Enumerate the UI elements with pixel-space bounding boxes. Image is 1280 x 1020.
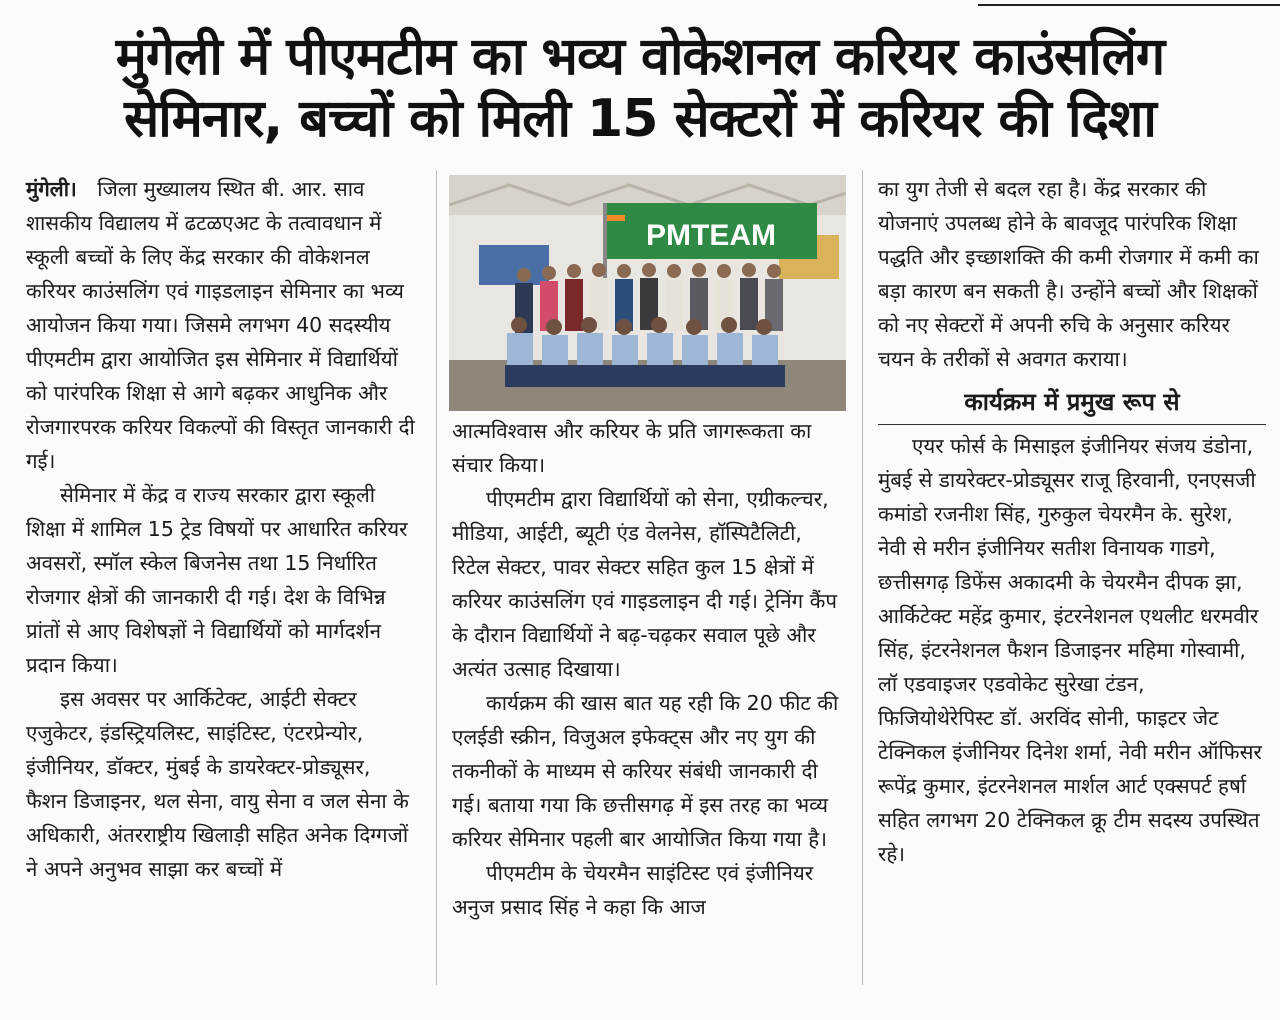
article-paragraph: का युग तेजी से बदल रहा है। केंद्र सरकार की योजनाएं उपलब्ध होने के बावजूद पारंपरिक शिक्षा पद्धति और इच्छाशक्ति की कमी रोजगार में कमी का बड़ा कारण बन सकती है। उन्होंने बच्चों और शिक्षकों को नए सेक्टरों में अपनी रुचि के अनुसार करियर चयन के तरीकों से अवगत कराया।	[878, 177, 1259, 371]
article-paragraph: सेमिनार में केंद्र व राज्य सरकार द्वारा स्कूली शिक्षा में शामिल 15 ट्रेड विषयों पर आधारित करियर अवसरों, स्मॉल स्केल बिजनेस तथा 15 निर्धारित रोजगार क्षेत्रों की जानकारी दी गई। देश के विभिन्न प्रांतों से आए विशेषज्ञों ने विद्यार्थियों को मार्गदर्शन प्रदान किया।	[26, 483, 408, 677]
paragraph-text: जिला मुख्यालय स्थित बी. आर. साव शासकीय विद्यालय में ढटळएअट के तत्वावधान में स्कूली बच्चों के लिए केंद्र सरकार की वोकेशनल करियर काउंसलिंग एवं गाइडलाइन सेमिनार का भव्य आयोजन किया गया। जिसमे लगभग 40 सदस्यीय पीएमटीम द्वारा आयोजित इस सेमिनार में विद्यार्थियों को पारंपरिक शिक्षा से आगे बढ़कर आधुनिक और रोजगारपरक करियर विकल्पों की विस्तृत जानकारी दी गई।	[26, 177, 415, 473]
flag	[607, 215, 625, 221]
article-paragraph: पीएमटीम द्वारा विद्यार्थियों को सेना, एग्रीकल्चर, मीडिया, आईटी, ब्यूटी एंड वेलनेस, हॉस्पिटैलिटी, रिटेल सेक्टर, पावर सेक्टर सहित कुल 15 क्षेत्रों में करियर काउंसलिंग एवं गाइडलाइन दी गई। ट्रेनिंग कैंप के दौरान विद्यार्थियों ने बढ़-चढ़कर सवाल पूछे और अत्यंत उत्साह दिखाया।	[452, 487, 838, 681]
article-column-1	[26, 172, 418, 886]
banner-text: PMTEAM	[646, 219, 776, 252]
article-column-2	[452, 414, 844, 924]
headline-line-1: मुंगेली में पीएमटीम का भव्य वोकेशनल करियर काउंसलिंग	[115, 27, 1165, 87]
event-photo	[449, 175, 846, 411]
column-divider	[862, 170, 863, 985]
headline	[0, 26, 1280, 150]
column-divider	[436, 170, 437, 985]
side-banner	[479, 245, 549, 285]
article-paragraph: पीएमटीम के चेयरमैन साइंटिस्ट एवं इंजीनियर अनुज प्रसाद सिंह ने कहा कि आज	[452, 861, 814, 919]
article-paragraph: एयर फोर्स के मिसाइल इंजीनियर संजय डंडोना, मुंबई से डायरेक्टर-प्रोड्यूसर राजू हिरवानी, एनएसजी कमांडो रजनीश सिंह, गुरुकुल चेयरमैन के. सुरेश, नेवी से मरीन इंजीनियर सतीश विनायक गाडगे, छत्तीसगढ़ डिफेंस अकादमी के चेयरमैन दीपक झा, आर्किटेक्ट महेंद्र कुमार, इंटरनेशनल एथलीट धरमवीर सिंह, इंटरनेशनल फैशन डिजाइनर महिमा गोस्वामी, लॉ एडवाइजर एडवोकेट सुरेखा टंडन, फिजियोथेरेपिस्ट डॉ. अरविंद सोनी, फाइटर जेट टेक्निकल इंजीनियर दिनेश शर्मा, नेवी मरीन ऑफिसर रूपेंद्र कुमार, इंटरनेशनल मार्शल आर्ट एक्सपर्ट हर्षा सहित लगभग 20 टेक्निकल क्रू टीम सदस्य उपस्थित रहे।	[878, 434, 1262, 866]
dateline: मुंगेली।	[26, 177, 77, 201]
article-paragraph: कार्यक्रम की खास बात यह रही कि 20 फीट की एलईडी स्क्रीन, विजुअल इफेक्ट्स और नए युग की तकनीकों के माध्यम से करियर संबंधी जानकारी दी गई। बताया गया कि छत्तीसगढ़ में इस तरह का भव्य करियर सेमिनार पहली बार आयोजित किया गया है।	[452, 691, 839, 851]
article-paragraph: इस अवसर पर आर्किटेक्ट, आईटी सेक्टर एजुकेटर, इंडस्ट्रियलिस्ट, साइंटिस्ट, एंटरप्रेन्योर, इंजीनियर, डॉक्टर, मुंबई के डायरेक्टर-प्रोड्यूसर, फैशन डिजाइनर, थल सेना, वायु सेना व जल सेना के अधिकारी, अंतरराष्ट्रीय खिलाड़ी सहित अनेक दिग्गजों ने अपने अनुभव साझा कर बच्चों में	[26, 687, 409, 881]
top-border-rule	[978, 0, 1280, 6]
article-paragraph	[26, 172, 418, 478]
headline-line-2: सेमिनार, बच्चों को मिली 15 सेक्टरों में करियर की दिशा	[124, 89, 1156, 149]
article-paragraph: आत्मविश्वास और करियर के प्रति जागरूकता का संचार किया।	[452, 419, 812, 477]
group-photo-illustration	[449, 175, 846, 411]
article-column-3	[878, 172, 1266, 871]
section-subheading: कार्यक्रम में प्रमुख रूप से	[878, 384, 1266, 425]
